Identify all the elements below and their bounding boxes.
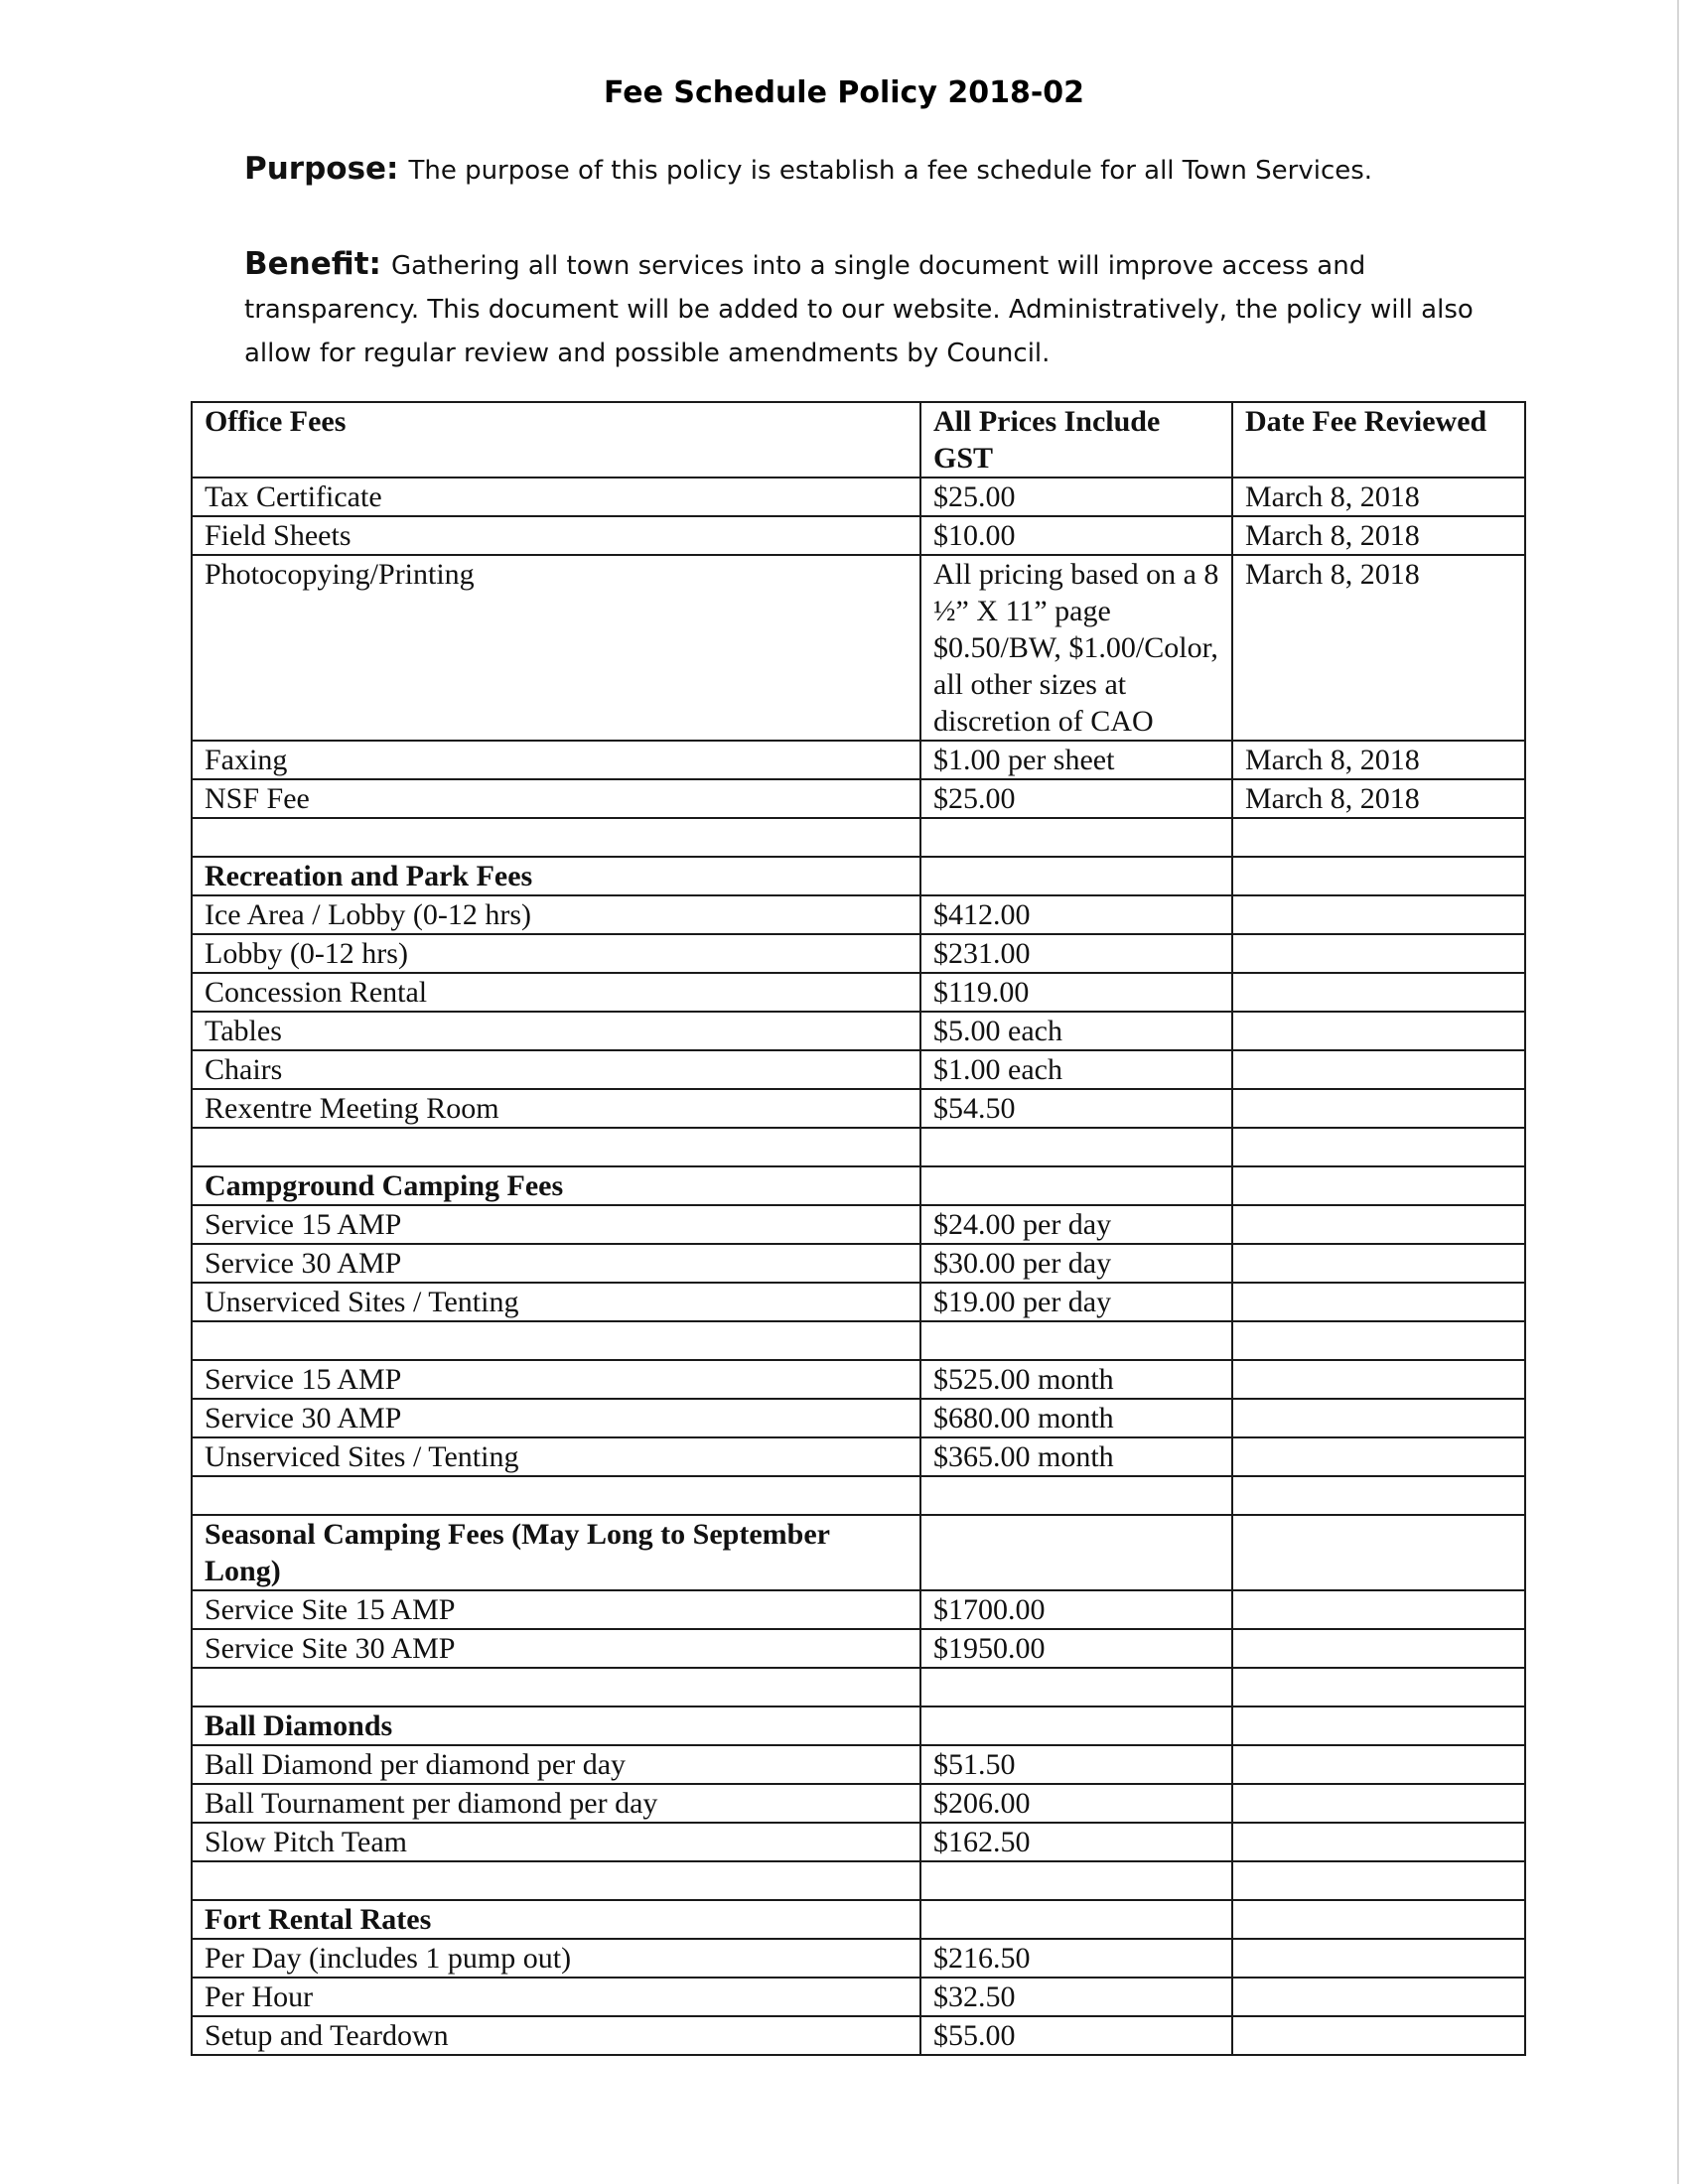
table-row [192, 1978, 1525, 2016]
fee-price-cell [920, 1706, 1232, 1745]
fee-date-cell [1232, 1012, 1525, 1050]
fee-name-cell: Lobby (0-12 hrs) [192, 934, 920, 973]
fee-name-cell: Service 15 AMP [192, 1360, 920, 1399]
fee-name-cell: Per Day (includes 1 pump out) [192, 1939, 920, 1978]
fee-price-cell: $54.50 [920, 1089, 1232, 1128]
fee-name-cell: Service Site 30 AMP [192, 1629, 920, 1668]
fee-name-cell [192, 1321, 920, 1360]
header-date-reviewed: Date Fee Reviewed [1232, 402, 1525, 478]
fee-name-cell: Slow Pitch Team [192, 1823, 920, 1861]
fee-price-cell [920, 1515, 1232, 1590]
fee-price-cell: $119.00 [920, 973, 1232, 1012]
fee-name-cell: Fort Rental Rates [192, 1900, 920, 1939]
fee-date-cell [1232, 1745, 1525, 1784]
fee-date-cell [1232, 1244, 1525, 1283]
table-row [192, 1399, 1525, 1437]
fee-date-cell [1232, 1706, 1525, 1745]
table-row [192, 895, 1525, 934]
table-row [192, 478, 1525, 516]
fee-price-cell [920, 1321, 1232, 1360]
fee-name-cell: Ball Diamonds [192, 1706, 920, 1745]
fee-date-cell [1232, 973, 1525, 1012]
fee-date-cell [1232, 1978, 1525, 2016]
fee-name-cell: Seasonal Camping Fees (May Long to September Long) [192, 1515, 920, 1590]
benefit-text: Gathering all town services into a single document will improve access and transparency. This document will be added to our website. Administratively, the policy will also allow for regular review and possible amendments by Council. [244, 251, 1474, 368]
header-office-fees: Office Fees [192, 402, 920, 478]
fee-price-cell: $19.00 per day [920, 1283, 1232, 1321]
fee-price-cell: $5.00 each [920, 1012, 1232, 1050]
fee-name-cell: NSF Fee [192, 779, 920, 818]
table-row [192, 1321, 1525, 1360]
fee-name-cell: Service 30 AMP [192, 1399, 920, 1437]
fee-date-cell [1232, 1784, 1525, 1823]
fee-date-cell [1232, 934, 1525, 973]
table-row [192, 818, 1525, 857]
purpose-label: Purpose: [244, 151, 399, 187]
fee-name-cell: Service 30 AMP [192, 1244, 920, 1283]
fee-name-cell: Unserviced Sites / Tenting [192, 1437, 920, 1476]
benefit-label: Benefit: [244, 246, 381, 282]
fee-price-cell [920, 857, 1232, 895]
fee-date-cell: March 8, 2018 [1232, 478, 1525, 516]
page-title: Fee Schedule Policy 2018-02 [603, 75, 1085, 110]
fee-date-cell [1232, 1629, 1525, 1668]
table-row [192, 1283, 1525, 1321]
fee-name-cell: Photocopying/Printing [192, 555, 920, 741]
fee-date-cell [1232, 1399, 1525, 1437]
fee-price-cell: $10.00 [920, 516, 1232, 555]
fee-price-cell: $51.50 [920, 1745, 1232, 1784]
fee-date-cell [1232, 1321, 1525, 1360]
table-row [192, 1128, 1525, 1166]
fee-price-cell: $1.00 each [920, 1050, 1232, 1089]
fee-name-cell: Setup and Teardown [192, 2016, 920, 2055]
fee-date-cell [1232, 2016, 1525, 2055]
table-row [192, 934, 1525, 973]
fee-price-cell [920, 1128, 1232, 1166]
fee-date-cell [1232, 1590, 1525, 1629]
fee-date-cell [1232, 1283, 1525, 1321]
fee-name-cell: Chairs [192, 1050, 920, 1089]
benefit-paragraph [244, 242, 1485, 375]
fee-name-cell: Rexentre Meeting Room [192, 1089, 920, 1128]
fee-date-cell [1232, 1823, 1525, 1861]
fee-name-cell: Campground Camping Fees [192, 1166, 920, 1205]
fee-price-cell: $25.00 [920, 779, 1232, 818]
fee-price-cell: $365.00 month [920, 1437, 1232, 1476]
fee-name-cell: Ice Area / Lobby (0-12 hrs) [192, 895, 920, 934]
fee-price-cell: $412.00 [920, 895, 1232, 934]
table-row [192, 1823, 1525, 1861]
fee-date-cell: March 8, 2018 [1232, 779, 1525, 818]
fee-price-cell: $25.00 [920, 478, 1232, 516]
fee-price-cell: $162.50 [920, 1823, 1232, 1861]
table-row [192, 1745, 1525, 1784]
fee-date-cell [1232, 1128, 1525, 1166]
fee-name-cell [192, 1476, 920, 1515]
fee-date-cell: March 8, 2018 [1232, 516, 1525, 555]
fee-name-cell: Ball Tournament per diamond per day [192, 1784, 920, 1823]
table-row [192, 516, 1525, 555]
fee-date-cell [1232, 818, 1525, 857]
table-header-row [192, 402, 1525, 478]
section-header-row [192, 1515, 1525, 1590]
fee-date-cell [1232, 895, 1525, 934]
fee-name-cell: Ball Diamond per diamond per day [192, 1745, 920, 1784]
table-row [192, 1629, 1525, 1668]
fee-date-cell [1232, 1900, 1525, 1939]
table-row [192, 741, 1525, 779]
table-row [192, 973, 1525, 1012]
fee-price-cell: All pricing based on a 8 ½” X 11” page $0.50/BW, $1.00/Color, all other sizes at discretion of CAO [920, 555, 1232, 741]
purpose-paragraph [244, 147, 1485, 193]
fee-date-cell: March 8, 2018 [1232, 555, 1525, 741]
fee-date-cell: March 8, 2018 [1232, 741, 1525, 779]
table-row [192, 555, 1525, 741]
fee-name-cell [192, 1668, 920, 1706]
table-row [192, 1476, 1525, 1515]
fee-date-cell [1232, 1515, 1525, 1590]
fee-price-cell [920, 818, 1232, 857]
fee-price-cell: $32.50 [920, 1978, 1232, 2016]
fee-table [191, 401, 1526, 2056]
fee-date-cell [1232, 1437, 1525, 1476]
fee-name-cell: Field Sheets [192, 516, 920, 555]
table-row [192, 1861, 1525, 1900]
fee-date-cell [1232, 1050, 1525, 1089]
fee-name-cell: Tables [192, 1012, 920, 1050]
fee-date-cell [1232, 1668, 1525, 1706]
fee-date-cell [1232, 1939, 1525, 1978]
fee-name-cell: Service Site 15 AMP [192, 1590, 920, 1629]
fee-price-cell: $55.00 [920, 2016, 1232, 2055]
section-header-row [192, 1706, 1525, 1745]
table-row [192, 1050, 1525, 1089]
fee-price-cell: $206.00 [920, 1784, 1232, 1823]
fee-name-cell: Recreation and Park Fees [192, 857, 920, 895]
table-row [192, 1244, 1525, 1283]
table-row [192, 1012, 1525, 1050]
table-row [192, 779, 1525, 818]
fee-date-cell [1232, 1476, 1525, 1515]
fee-price-cell: $216.50 [920, 1939, 1232, 1978]
fee-price-cell [920, 1861, 1232, 1900]
fee-name-cell: Concession Rental [192, 973, 920, 1012]
fee-price-cell: $1700.00 [920, 1590, 1232, 1629]
fee-price-cell: $231.00 [920, 934, 1232, 973]
fee-price-cell: $1950.00 [920, 1629, 1232, 1668]
fee-price-cell [920, 1476, 1232, 1515]
fee-name-cell: Faxing [192, 741, 920, 779]
fee-price-cell [920, 1166, 1232, 1205]
purpose-text: The purpose of this policy is establish a fee schedule for all Town Services. [408, 156, 1373, 186]
fee-date-cell [1232, 1360, 1525, 1399]
section-header-row [192, 1900, 1525, 1939]
table-row [192, 2016, 1525, 2055]
fee-name-cell [192, 1128, 920, 1166]
table-row [192, 1089, 1525, 1128]
fee-price-cell [920, 1900, 1232, 1939]
fee-price-cell: $1.00 per sheet [920, 741, 1232, 779]
table-row [192, 1668, 1525, 1706]
fee-date-cell [1232, 1861, 1525, 1900]
fee-date-cell [1232, 1089, 1525, 1128]
fee-name-cell: Service 15 AMP [192, 1205, 920, 1244]
fee-price-cell: $680.00 month [920, 1399, 1232, 1437]
table-row [192, 1590, 1525, 1629]
header-prices: All Prices Include GST [920, 402, 1232, 478]
fee-name-cell: Unserviced Sites / Tenting [192, 1283, 920, 1321]
fee-price-cell: $30.00 per day [920, 1244, 1232, 1283]
fee-name-cell: Tax Certificate [192, 478, 920, 516]
section-header-row [192, 1166, 1525, 1205]
fee-name-cell: Per Hour [192, 1978, 920, 2016]
fee-price-cell: $525.00 month [920, 1360, 1232, 1399]
fee-name-cell [192, 818, 920, 857]
fee-date-cell [1232, 1205, 1525, 1244]
fee-date-cell [1232, 857, 1525, 895]
table-row [192, 1437, 1525, 1476]
table-row [192, 1784, 1525, 1823]
fee-price-cell: $24.00 per day [920, 1205, 1232, 1244]
section-header-row [192, 857, 1525, 895]
table-row [192, 1360, 1525, 1399]
fee-date-cell [1232, 1166, 1525, 1205]
table-row [192, 1205, 1525, 1244]
scan-edge-line [1677, 0, 1679, 2184]
fee-name-cell [192, 1861, 920, 1900]
fee-price-cell [920, 1668, 1232, 1706]
table-row [192, 1939, 1525, 1978]
